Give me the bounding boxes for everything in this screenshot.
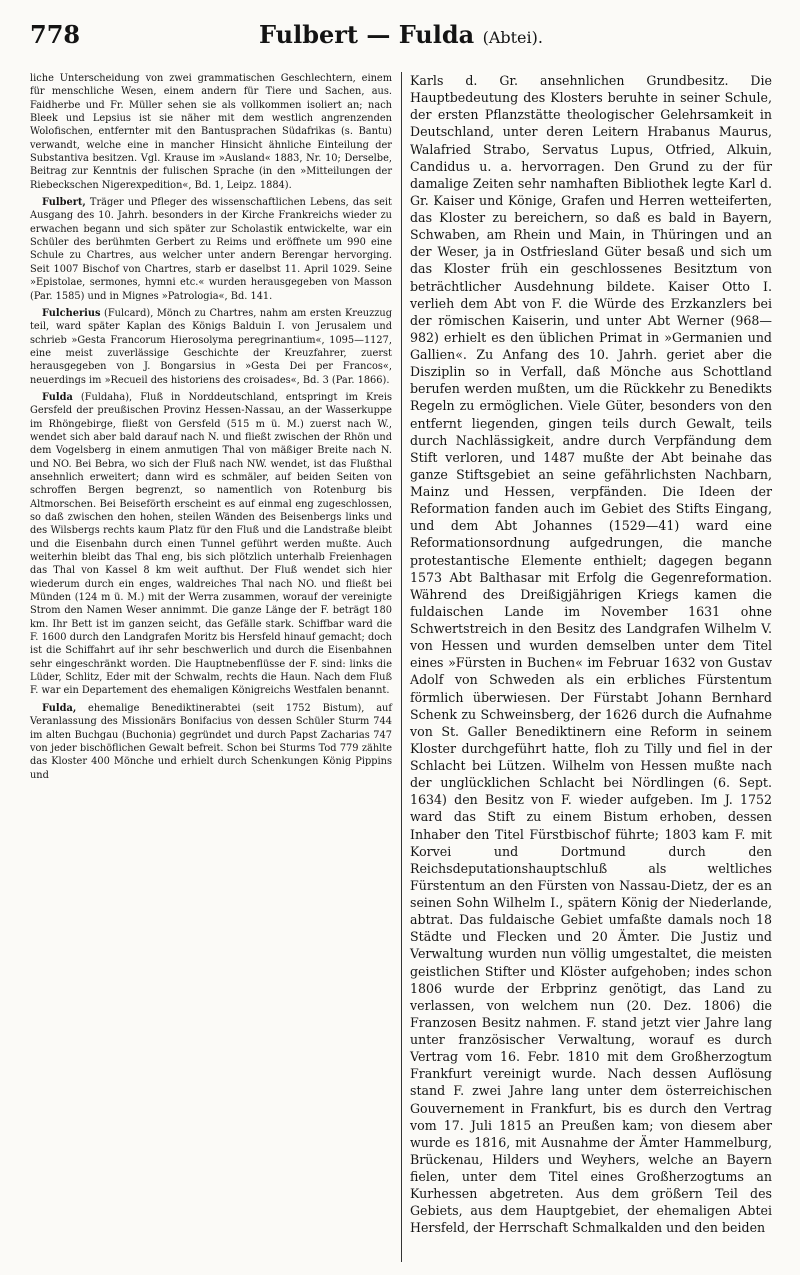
entry-fulbert	[30, 196, 392, 303]
left-column	[30, 72, 392, 1262]
entry-text: ehemalige Benediktinerabtei (seit 1752 Bistum), auf Veranlassung des Missionärs Bonifacius von dessen Schüler Sturm 744 im alten Buchgau (Buchonia) gegründet und durch Papst Zacharias 747 von jeder bischöflichen Gewalt befreit. Schon bei Sturms Tod 779 zählte das Kloster 400 Mönche und erhielt durch Schenkungen König Pippins und	[30, 702, 392, 781]
entry-headword: Fulda	[42, 391, 73, 403]
column-divider	[401, 72, 402, 1262]
paragraph-text: Karls d. Gr. ansehnlichen Grundbesitz. Die Hauptbedeutung des Klosters beruhte in seiner Schule, der ersten Pflanzstätte theologischer Gelehrsamkeit in Deutschland, unter deren Leitern Hrabanus Maurus, Walafried Strabo, Servatus Lupus, Otfried, Alkuin, Candidus u. a. hervorragen. Den Grund zu der für damalige Zeiten sehr namhaften Bibliothek legte Karl d. Gr. Kaiser und Könige, Grafen und Herren wetteiferten, das Kloster zu bereichern, so daß es bald in Bayern, Schwaben, am Rhein und Main, in Thüringen und an der Weser, ja in Ostfriesland Güter besaß und sich um das Kloster früh ein geschlossenes Besitztum von beträchtlicher Ausdehnung bildete. Kaiser Otto I. verlieh dem Abt von F. die Würde des Erzkanzlers bei der römischen Kaiserin, und unter Abt Werner (968—982) erhielt es den üblichen Primat in »Germanien und Gallien«. Zu Anfang des 10. Jahrh. geriet aber die Disziplin so in Verfall, daß Mönche aus Schottland berufen werden mußten, um die Rückkehr zu Benedikts Regeln zu ermöglichen. Viele Güter, besonders von den entfernt liegenden, gingen teils durch Gewalt, teils durch Nachlässigkeit, andre durch Verpfändung dem Stift verloren, und 1487 mußte der Abt beinahe das ganze Stiftsgebiet an seine gefährlichsten Nachbarn, Mainz und Hessen, verpfänden. Die Ideen der Reformation fanden auch im Gebiet des Stifts Eingang, und dem Abt Johannes (1529—41) ward eine Reformationsordnung aufgedrungen, die manche protestantische Elemente enthielt; dagegen begann 1573 Abt Balthasar mit Erfolg die Gegenreformation. Während des Dreißigjährigen Kriegs kamen die fuldaischen Lande im November 1631 ohne Schwertstreich in den Besitz des Landgrafen Wilhelm V. von Hessen und wurden demselben unter dem Titel eines »Fürsten in Buchen« im Februar 1632 von Gustav Adolf von Schweden als ein erbliches Fürstentum förmlich überwiesen. Der Fürstabt Johann Bernhard Schenk zu Schweinsberg, der 1626 durch die Aufnahme von St. Galler Benediktinern eine Reform in seinem Kloster durchgeführt hatte, floh zu Tilly und fiel in der Schlacht bei Lützen. Wilhelm von Hessen mußte nach der unglücklichen Schlacht bei Nördlingen (6. Sept. 1634) den Besitz von F. wieder aufgeben. Im J. 1752 ward das Stift zu einem Bistum erhoben, dessen Inhaber den Titel Fürstbischof führte; 1803 kam F. mit Korvei und Dortmund durch den Reichsdeputationshauptschluß als weltliches Fürstentum an den Fürsten von Nassau-Dietz, der es an seinen Sohn Wilhelm I., spätern König der Niederlande, abtrat. Das fuldaische Gebiet umfaßte damals noch 18 Städte und Flecken und 20 Ämter. Die Justiz und Verwaltung wurden nun völlig umgestaltet, die meisten geistlichen Stifter und Klöster aufgehoben; indes schon 1806 wurde der Erbprinz genötigt, das Land zu verlassen, von welchem nun (20. Dez. 1806) die Franzosen Besitz nahmen. F. stand jetzt vier Jahre lang unter französischer Verwaltung, worauf es durch Vertrag vom 16. Febr. 1810 mit dem Großherzogtum Frankfurt vereinigt wurde. Nach dessen Auflösung stand F. zwei Jahre lang unter dem österreichischen Gouvernement in Frankfurt, bis es durch den Vertrag vom 17. Juli 1815 an Preußen kam; von diesem aber wurde es 1816, mit Ausnahme der Ämter Hammelburg, Brückenau, Hilders und Weyhers, welche an Bayern fielen, unter dem Titel eines Großherzogtums an Kurhessen abgetreten. Aus dem größern Teil des Gebiets, aus dem Hauptgebiet, der ehemaligen Abtei Hersfeld, der Herrschaft Schmalkalden und den beiden	[410, 73, 772, 1236]
entry-headword: Fulda,	[42, 702, 77, 714]
entry-headword: Fulcherius	[42, 307, 101, 319]
entry-paragraph	[30, 72, 392, 192]
page-number: 778	[30, 20, 81, 49]
running-title	[100, 20, 702, 49]
paragraph-text: liche Unterscheidung von zwei grammatischen Geschlechtern, einem für menschliche Wesen, einem andern für Tiere und Sachen, aus. Faidherbe und Fr. Müller sehen sie als vollkommen isoliert an; nach Bleek und Lepsius ist sie näher mit dem westlich angrenzenden Wolofischen, entfernter mit den Bantusprachen Südafrikas (s. Bantu) verwandt, welche eine in mancher Hinsicht ähnliche Einteilung der Substantiva besitzen. Vgl. Krause im »Ausland« 1883, Nr. 10; Derselbe, Beitrag zur Kenntnis der fulischen Sprache (in den »Mitteilungen der Riebeckschen Nigerexpedition«, Bd. 1, Leipz. 1884).	[30, 73, 392, 191]
entry-paragraph	[410, 72, 772, 1237]
entry-fulda-river	[30, 391, 392, 698]
entry-text: (Fuldaha), Fluß in Norddeutschland, entspringt im Kreis Gersfeld der preußischen Provinz Hessen-Nassau, an der Wasserkuppe im Rhöngebirge, fließt von Gersfeld (515 m ü. M.) zuerst nach W., wendet sich aber bald darauf nach N. und fließt zwischen der Rhön und dem Vogelsberg in einem anmutigen Thal von mäßiger Breite nach N. und NO. Bei Bebra, wo sich der Fluß nach NW. wendet, ist das Flußthal ansehnlich erweitert; dann wird es schmäler, auf beiden Seiten von schroffen Bergen begrenzt, so namentlich von Rotenburg bis Altmorschen. Bei Beiseförth erscheint es auf einmal eng zugeschlossen, so daß zwischen den hohen, steilen Wänden des Beisenbergs links und des Wilsbergs rechts kaum Platz für den Fluß und die Landstraße bleibt und die Eisenbahn durch einen Tunnel geführt werden mußte. Auch weiterhin bleibt das Thal eng, bis sich plötzlich unterhalb Freienhagen das Thal von Kassel 8 km weit aufthut. Der Fluß wendet sich hier wiederum durch ein enges, waldreiches Thal nach NO. und fließt bei Münden (124 m ü. M.) mit der Werra zusammen, worauf der vereinigte Strom den Namen Weser annimmt. Die ganze Länge der F. beträgt 180 km. Ihr Bett ist im ganzen seicht, das Gefälle stark. Schiffbar ward die F. 1600 durch den Landgrafen Moritz bis Hersfeld hinauf gemacht; doch ist die Schiffahrt auf ihr sehr beschwerlich und durch die Eisenbahnen sehr eingeschränkt worden. Die Hauptnebenflüsse der F. sind: links die Lüder, Schlitz, Eder mit der Schwalm, rechts die Haun. Nach dem Fluß F. war ein Departement des ehemaligen Königreichs Westfalen benannt.	[30, 391, 392, 697]
entry-text: (Fulcard), Mönch zu Chartres, nahm am ersten Kreuzzug teil, ward später Kaplan des Königs Balduin I. von Jerusalem und schrieb »Gesta Francorum Hierosolyma peregrinantium«, 1095—1127, eine meist zuverlässige Geschichte der Kreuzfahrer, zuerst herausgegeben von J. Bongarsius in »Gesta Dei per Francos«, neuerdings im »Recueil des historiens des croisades«, Bd. 3 (Par. 1866).	[30, 307, 392, 386]
entry-headword: Fulbert,	[42, 197, 86, 209]
entry-fulcherius	[30, 307, 392, 387]
entry-text: Träger und Pfleger des wissenschaftlichen Lebens, das seit Ausgang des 10. Jahrh. besonders in der Kirche Frankreichs wieder zu erwachen begann und sich später zur Scholastik entwickelte, war ein Schüler des berühmten Gerbert zu Reims und eröffnete um 990 eine Schule zu Chartres, aus welcher unter andern Berengar hervorging. Seit 1007 Bischof von Chartres, starb er daselbst 11. April 1029. Seine »Epistolae, sermones, hymni etc.« wurden herausgegeben von Masson (Par. 1585) und in Mignes »Patrologia«, Bd. 141.	[30, 197, 392, 302]
text-columns	[30, 72, 772, 1262]
running-title-text: Fulbert — Fulda	[259, 20, 475, 49]
entry-fulda-abbey	[30, 702, 392, 782]
running-title-note: (Abtei).	[482, 28, 543, 47]
page-header	[30, 20, 772, 64]
right-column	[410, 72, 772, 1262]
